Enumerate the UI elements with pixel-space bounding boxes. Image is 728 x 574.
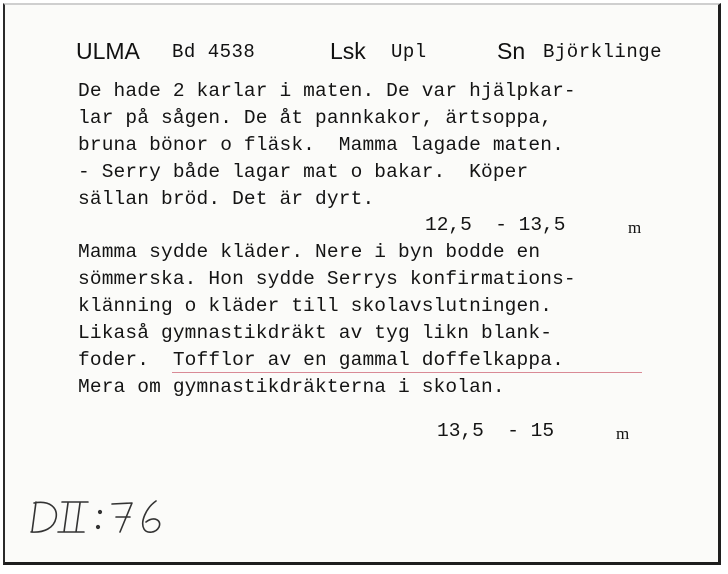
landskap-label: Lsk	[330, 38, 366, 64]
socken-label: Sn	[497, 38, 526, 64]
text-line: sömmerska. Hon sydde Serrys konfirmations-	[78, 268, 576, 290]
text-line: klänning o kläder till skolavslutningen.	[78, 295, 553, 317]
text-line: De hade 2 karlar i maten. De var hjälpkar-	[78, 80, 576, 102]
archive-name: ULMA	[76, 38, 140, 64]
landskap-value: Upl	[391, 41, 427, 63]
volume-number: Bd 4538	[172, 41, 256, 63]
text-line: foder. Tofflor av en gammal doffelkappa.	[78, 349, 564, 371]
text-line: Mamma sydde kläder. Nere i byn bodde en	[78, 241, 541, 263]
measurement-unit: m	[616, 424, 630, 443]
handwritten-signature	[28, 494, 188, 538]
measurement-range: 12,5 - 13,5	[425, 214, 566, 236]
marker-underline	[172, 372, 642, 373]
text-line: bruna bönor o fläsk. Mamma lagade maten.	[78, 134, 564, 156]
measurement-unit: m	[628, 218, 642, 237]
text-line: - Serry både lagar mat o bakar. Köper	[78, 161, 529, 183]
socken-value: Björklinge	[543, 41, 663, 63]
text-line: Mera om gymnastikdräkterna i skolan.	[78, 376, 505, 398]
text-line: lar på sågen. De åt pannkakor, ärtsoppa,	[78, 107, 553, 129]
measurement-range: 13,5 - 15	[437, 420, 555, 442]
text-line: sällan bröd. Det är dyrt.	[78, 188, 375, 210]
text-line: Likaså gymnastikdräkt av tyg likn blank-	[78, 322, 553, 344]
